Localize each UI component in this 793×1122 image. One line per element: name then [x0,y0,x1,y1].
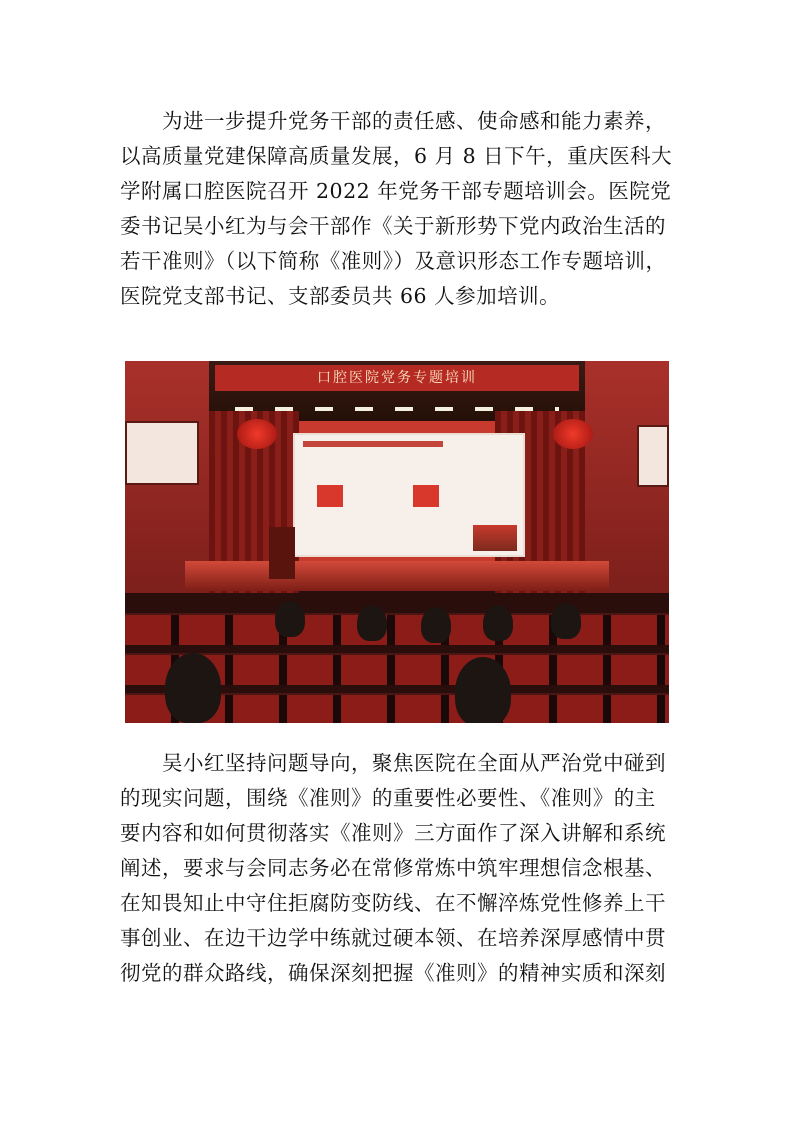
audience-head [551,603,581,639]
text-line: 学附属口腔医院召开 2022 年党务干部专题培训会。医院党 [120,179,672,203]
text-line: 吴小红坚持问题导向，聚焦医院在全面从严治党中碰到 [162,751,666,775]
text-line: 在知畏知止中守住拒腐防变防线、在不懈淬炼党性修养上干 [120,891,666,915]
text-line: 为进一步提升党务干部的责任感、使命感和能力素养， [162,109,666,133]
text-line: 阐述，要求与会同志务必在常修常炼中筑牢理想信念根基、 [120,856,666,880]
audience-head [455,657,511,723]
text-line: 事创业、在边干边学中练就过硬本领、在培养深厚感情中贯 [120,926,666,950]
tiananmen-graphic [473,525,517,551]
text-line: 的现实问题，围绕《准则》的重要性必要性、《准则》的主 [120,786,656,810]
text-line: 医院党支部书记、支部委员共 66 人参加培训。 [120,284,561,308]
paragraph-2 [120,746,680,991]
audience-head [357,605,387,641]
podium [269,527,295,579]
text-line: 以高质量党建保障高质量发展，6 月 8 日下午，重庆医科大 [120,144,673,168]
audience-seats [125,593,669,723]
paragraph-1 [120,104,680,314]
text-line: 彻党的群众路线，确保深刻把握《准则》的精神实质和深刻 [120,961,666,985]
lantern-left [237,419,277,449]
text-line: 若干准则》（以下简称《准则》）及意识形态工作专题培训， [120,249,667,273]
lantern-right [553,419,593,449]
side-screen-left [125,421,199,485]
audience-head [165,653,221,723]
training-photo [125,361,669,723]
audience-head [275,601,305,637]
audience-head [483,605,513,641]
slide-header [303,441,443,447]
text-line: 委书记吴小红为与会干部作《关于新形势下党内政治生活的 [120,214,666,238]
stage-floor [185,561,609,591]
audience-head [421,607,451,643]
side-screen-right [637,425,669,487]
slide-box [413,485,439,507]
text-line: 要内容和如何贯彻落实《准则》三方面作了深入讲解和系统 [120,821,666,845]
slide-box [317,485,343,507]
projection-screen [293,433,525,557]
seat-row [125,615,669,645]
stage-banner: 口腔医院党务专题培训 [215,365,579,391]
